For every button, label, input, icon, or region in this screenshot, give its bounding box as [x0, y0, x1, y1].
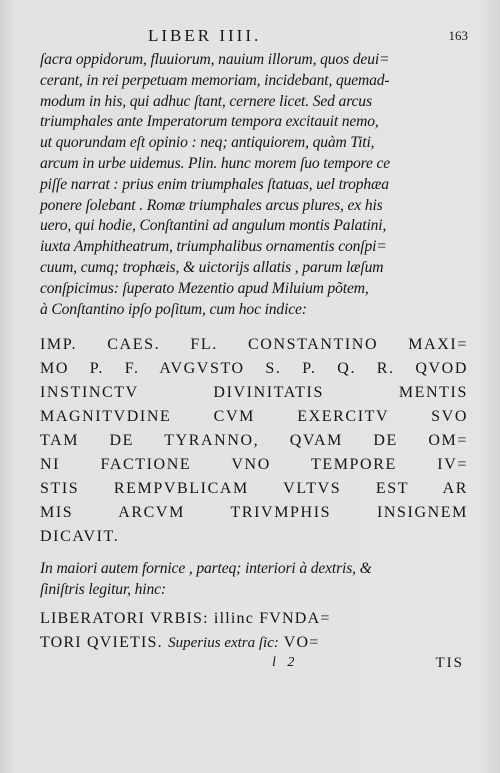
tail-line-1: LIBERATORI VRBIS: illinc FVNDA= — [40, 609, 331, 627]
text-line: arcum in urbe uidemus. Plin. hunc morem ſuo tempore ce — [40, 154, 391, 172]
inscription-line: INSTINCTV DIVINITATIS MENTIS — [40, 384, 468, 402]
page-footer — [40, 655, 468, 677]
text-line: ſiniſtris legitur, hinc: — [40, 581, 166, 599]
tail-caps: TORI QVIETIS. — [40, 633, 163, 651]
text-line: modum in his, qui adhuc ſtant, cernere licet. Sed arcus — [40, 92, 372, 110]
tail-end: VO= — [283, 633, 320, 651]
inscription-line: MO P. F. AVGVSTO S. P. Q. R. QVOD — [40, 360, 468, 378]
tail-line-2 — [40, 631, 468, 655]
text-line: ut quorundam eſt opinio : neq; antiquiorem, quàm Titi, — [40, 134, 375, 152]
running-head: LIBER IIII. — [148, 26, 262, 45]
arch-inscription — [40, 333, 468, 549]
text-line: ſacra oppidorum, fluuiorum, nauium illorum, quos deui= — [40, 51, 390, 68]
inscription-line: STIS REMPVBLICAM VLTVS EST AR — [40, 480, 468, 498]
text-line: triumphales ante Imperatorum tempora excitauit nemo, — [40, 113, 379, 131]
text-line: piſſe narrat : prius enim triumphales ſtatuas, uel trophæa — [40, 175, 389, 193]
tail-inscription — [40, 607, 468, 677]
signature-mark: l 2 — [272, 654, 299, 670]
text-line: ponere ſolebant . Romæ triumphales arcus plures, ex his — [40, 196, 383, 214]
inscription-line: TAM DE TYRANNO, QVAM DE OM= — [40, 432, 468, 450]
text-line: uero, qui hodie, Conſtantini ad angulum montis Palatini, — [40, 217, 387, 235]
text-line: à Conſtantino ipſo poſitum, cum hoc indice: — [40, 300, 307, 318]
page-number: 163 — [448, 28, 468, 43]
page-header — [40, 26, 470, 48]
inscription-line: MIS ARCVM TRIVMPHIS INSIGNEM — [40, 504, 468, 522]
text-line: cuum, cumq; trophæis, & uictorijs allatis , parum læſum — [40, 258, 384, 276]
text-line: In maiori autem fornice , parteq; interiori à dextris, & — [40, 560, 372, 578]
fornix-note — [40, 559, 468, 601]
text-line: iuxta Amphitheatrum, triumphalibus ornamentis conſpi= — [40, 238, 387, 256]
text-line: cerant, in rei perpetuam memoriam, incidebant, quemad- — [40, 71, 390, 89]
inscription-line: MAGNITVDINE CVM EXERCITV SVO — [40, 408, 468, 426]
page-body — [40, 50, 468, 677]
catchword: TIS — [435, 654, 464, 671]
inscription-line: DICAVIT. — [40, 528, 120, 546]
latin-paragraph — [40, 50, 468, 320]
tail-italic: Superius extra ſic: — [168, 634, 279, 651]
inscription-line: NI FACTIONE VNO TEMPORE IV= — [40, 456, 468, 474]
inscription-line: IMP. CAES. FL. CONSTANTINO MAXI= — [40, 336, 468, 354]
text-line: conſpicimus: ſuperato Mezentio apud Miluium põtem, — [40, 279, 369, 297]
